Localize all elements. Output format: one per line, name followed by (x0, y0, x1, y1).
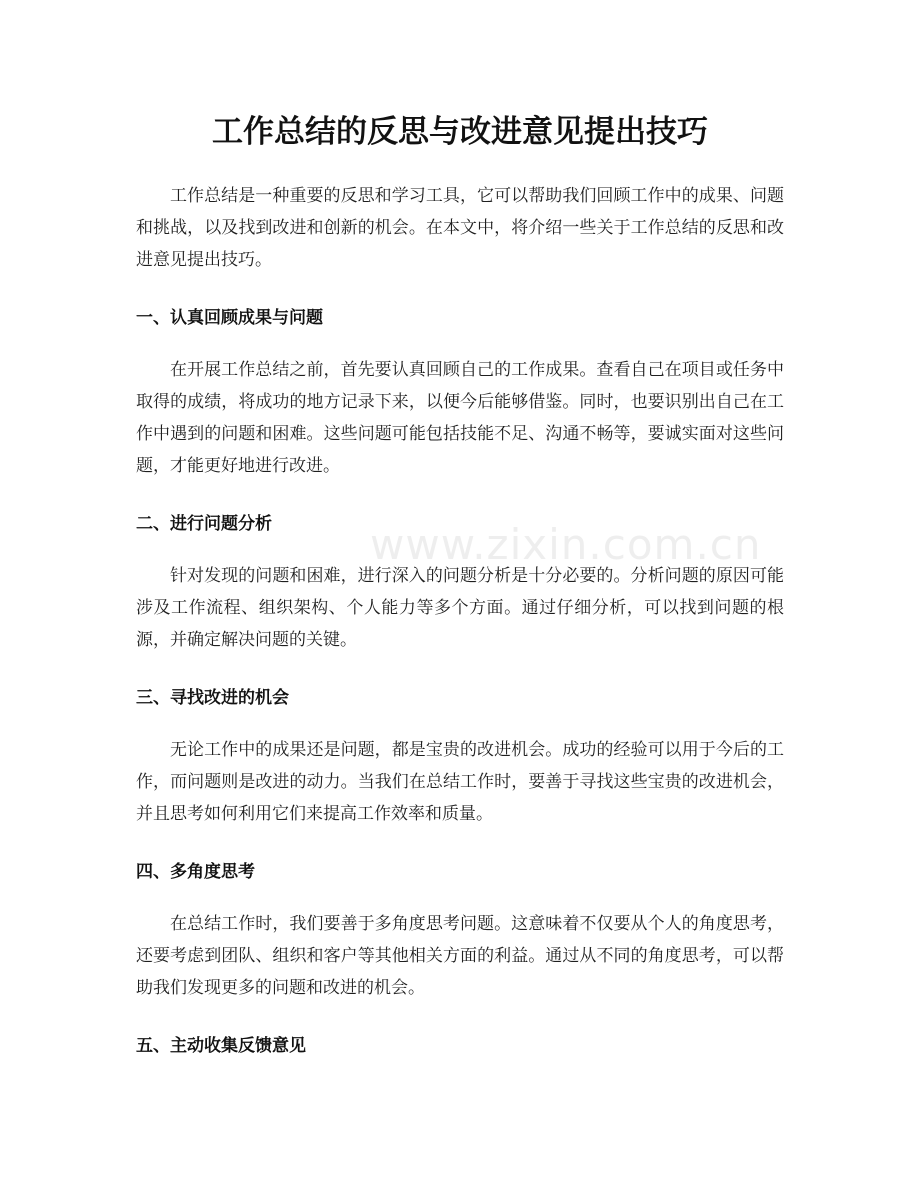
section-heading-4: 四、多角度思考 (136, 862, 255, 882)
section-body-1: 在开展工作总结之前，首先要认真回顾自己的工作成果。查看自己在项目或任务中取得的成绩，将成功的地方记录下来，以便今后能够借鉴。同时，也要识别出自己在工作中遇到的问题和困难。这些问题可能包括技能不足、沟通不畅等，要诚实面对这些问题，才能更好地进行改进。 (136, 360, 784, 476)
spacer (136, 1004, 784, 1030)
spacer (136, 540, 784, 560)
spacer (136, 482, 784, 508)
section-body-4: 在总结工作时，我们要善于多角度思考问题。这意味着不仅要从个人的角度思考，还要考虑到团队、组织和客户等其他相关方面的利益。通过从不同的角度思考，可以帮助我们发现更多的问题和改进的机会。 (136, 914, 784, 998)
section-body-2: 针对发现的问题和困难，进行深入的问题分析是十分必要的。分析问题的原因可能涉及工作流程、组织架构、个人能力等多个方面。通过仔细分析，可以找到问题的根源，并确定解决问题的关键。 (136, 566, 784, 650)
spacer (136, 888, 784, 908)
watermark: www.zixin.com.cn (370, 520, 762, 569)
page-title: 工作总结的反思与改进意见提出技巧 (212, 114, 708, 150)
section-heading-5: 五、主动收集反馈意见 (136, 1036, 306, 1056)
spacer (136, 656, 784, 682)
section-heading-1: 一、认真回顾成果与问题 (136, 308, 323, 328)
spacer (136, 334, 784, 354)
spacer (136, 714, 784, 734)
section-body-3: 无论工作中的成果还是问题，都是宝贵的改进机会。成功的经验可以用于今后的工作，而问题则是改进的动力。当我们在总结工作时，要善于寻找这些宝贵的改进机会，并且思考如何利用它们来提高工作效率和质量。 (136, 740, 784, 824)
section-heading-3: 三、寻找改进的机会 (136, 688, 289, 708)
spacer (136, 276, 784, 302)
document-body (136, 180, 784, 1062)
section-heading-2: 二、进行问题分析 (136, 514, 272, 534)
intro-paragraph: 工作总结是一种重要的反思和学习工具，它可以帮助我们回顾工作中的成果、问题和挑战，以及找到改进和创新的机会。在本文中，将介绍一些关于工作总结的反思和改进意见提出技巧。 (136, 186, 784, 270)
spacer (136, 830, 784, 856)
